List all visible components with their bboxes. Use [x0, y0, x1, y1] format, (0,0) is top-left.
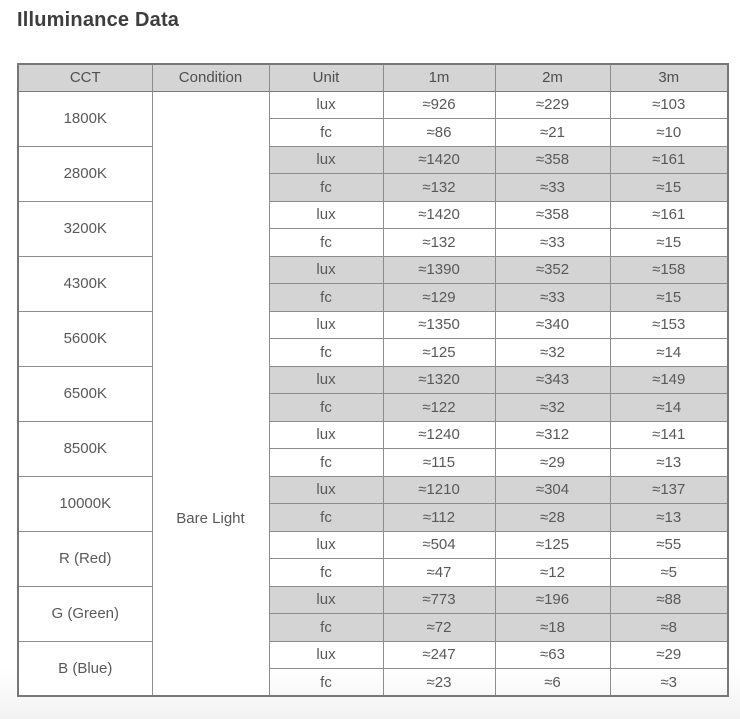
value-cell: ≈5 [610, 559, 728, 587]
value-cell: ≈229 [495, 91, 610, 119]
value-cell: ≈1420 [383, 201, 495, 229]
value-cell: ≈304 [495, 476, 610, 504]
unit-cell: lux [269, 256, 383, 284]
unit-cell: lux [269, 531, 383, 559]
value-cell: ≈32 [495, 394, 610, 422]
unit-cell: lux [269, 641, 383, 669]
value-cell: ≈13 [610, 504, 728, 532]
cct-cell: 6500K [18, 366, 152, 421]
value-cell: ≈141 [610, 421, 728, 449]
unit-cell: fc [269, 394, 383, 422]
unit-cell: fc [269, 504, 383, 532]
value-cell: ≈47 [383, 559, 495, 587]
value-cell: ≈137 [610, 476, 728, 504]
value-cell: ≈1420 [383, 146, 495, 174]
value-cell: ≈1350 [383, 311, 495, 339]
unit-cell: lux [269, 91, 383, 119]
value-cell: ≈28 [495, 504, 610, 532]
value-cell: ≈1320 [383, 366, 495, 394]
value-cell: ≈10 [610, 119, 728, 147]
value-cell: ≈158 [610, 256, 728, 284]
table-row [18, 91, 728, 119]
cct-cell: 3200K [18, 201, 152, 256]
table-row [18, 201, 728, 229]
value-cell: ≈161 [610, 146, 728, 174]
cct-cell: B (Blue) [18, 641, 152, 696]
unit-cell: fc [269, 614, 383, 642]
value-cell: ≈32 [495, 339, 610, 367]
value-cell: ≈129 [383, 284, 495, 312]
value-cell: ≈63 [495, 641, 610, 669]
value-cell: ≈15 [610, 229, 728, 257]
table-row [18, 256, 728, 284]
condition-label: Bare Light [176, 509, 245, 527]
value-cell: ≈926 [383, 91, 495, 119]
table-row [18, 311, 728, 339]
unit-cell: fc [269, 339, 383, 367]
cct-cell: 2800K [18, 146, 152, 201]
unit-cell: lux [269, 476, 383, 504]
value-cell: ≈72 [383, 614, 495, 642]
table-row [18, 146, 728, 174]
value-cell: ≈125 [383, 339, 495, 367]
value-cell: ≈352 [495, 256, 610, 284]
value-cell: ≈33 [495, 174, 610, 202]
value-cell: ≈122 [383, 394, 495, 422]
unit-cell: lux [269, 366, 383, 394]
value-cell: ≈132 [383, 174, 495, 202]
table-body [18, 91, 728, 696]
unit-cell: fc [269, 119, 383, 147]
value-cell: ≈15 [610, 174, 728, 202]
value-cell: ≈132 [383, 229, 495, 257]
header-2m: 2m [495, 64, 610, 91]
value-cell: ≈12 [495, 559, 610, 587]
value-cell: ≈1210 [383, 476, 495, 504]
header-1m: 1m [383, 64, 495, 91]
value-cell: ≈1390 [383, 256, 495, 284]
value-cell: ≈14 [610, 339, 728, 367]
value-cell: ≈149 [610, 366, 728, 394]
unit-cell: lux [269, 421, 383, 449]
value-cell: ≈358 [495, 201, 610, 229]
value-cell: ≈8 [610, 614, 728, 642]
value-cell: ≈196 [495, 586, 610, 614]
value-cell: ≈29 [610, 641, 728, 669]
value-cell: ≈125 [495, 531, 610, 559]
value-cell: ≈247 [383, 641, 495, 669]
cct-cell: R (Red) [18, 531, 152, 586]
value-cell: ≈88 [610, 586, 728, 614]
value-cell: ≈1240 [383, 421, 495, 449]
table-row [18, 421, 728, 449]
value-cell: ≈504 [383, 531, 495, 559]
value-cell: ≈153 [610, 311, 728, 339]
value-cell: ≈112 [383, 504, 495, 532]
unit-cell: lux [269, 586, 383, 614]
unit-cell: fc [269, 559, 383, 587]
value-cell: ≈312 [495, 421, 610, 449]
unit-cell: fc [269, 449, 383, 477]
unit-cell: fc [269, 669, 383, 697]
table-row [18, 641, 728, 669]
page-title: Illuminance Data [17, 9, 180, 31]
table-row [18, 366, 728, 394]
header-row [18, 64, 728, 91]
value-cell: ≈14 [610, 394, 728, 422]
value-cell: ≈23 [383, 669, 495, 697]
header-unit: Unit [269, 64, 383, 91]
cct-cell: 5600K [18, 311, 152, 366]
unit-cell: fc [269, 229, 383, 257]
unit-cell: lux [269, 201, 383, 229]
unit-cell: lux [269, 311, 383, 339]
value-cell: ≈6 [495, 669, 610, 697]
value-cell: ≈343 [495, 366, 610, 394]
value-cell: ≈33 [495, 284, 610, 312]
illuminance-table [17, 63, 729, 697]
value-cell: ≈21 [495, 119, 610, 147]
value-cell: ≈13 [610, 449, 728, 477]
value-cell: ≈55 [610, 531, 728, 559]
cct-cell: 4300K [18, 256, 152, 311]
value-cell: ≈15 [610, 284, 728, 312]
unit-cell: fc [269, 284, 383, 312]
value-cell: ≈33 [495, 229, 610, 257]
value-cell: ≈161 [610, 201, 728, 229]
header-cct: CCT [18, 64, 152, 91]
value-cell: ≈773 [383, 586, 495, 614]
value-cell: ≈18 [495, 614, 610, 642]
value-cell: ≈340 [495, 311, 610, 339]
table-row [18, 476, 728, 504]
cct-cell: 10000K [18, 476, 152, 531]
condition-cell [152, 91, 269, 696]
header-3m: 3m [610, 64, 728, 91]
unit-cell: lux [269, 146, 383, 174]
value-cell: ≈86 [383, 119, 495, 147]
header-condition: Condition [152, 64, 269, 91]
value-cell: ≈103 [610, 91, 728, 119]
value-cell: ≈3 [610, 669, 728, 697]
cct-cell: 1800K [18, 91, 152, 146]
table-row [18, 531, 728, 559]
value-cell: ≈115 [383, 449, 495, 477]
value-cell: ≈358 [495, 146, 610, 174]
value-cell: ≈29 [495, 449, 610, 477]
cct-cell: 8500K [18, 421, 152, 476]
unit-cell: fc [269, 174, 383, 202]
cct-cell: G (Green) [18, 586, 152, 641]
table-row [18, 586, 728, 614]
